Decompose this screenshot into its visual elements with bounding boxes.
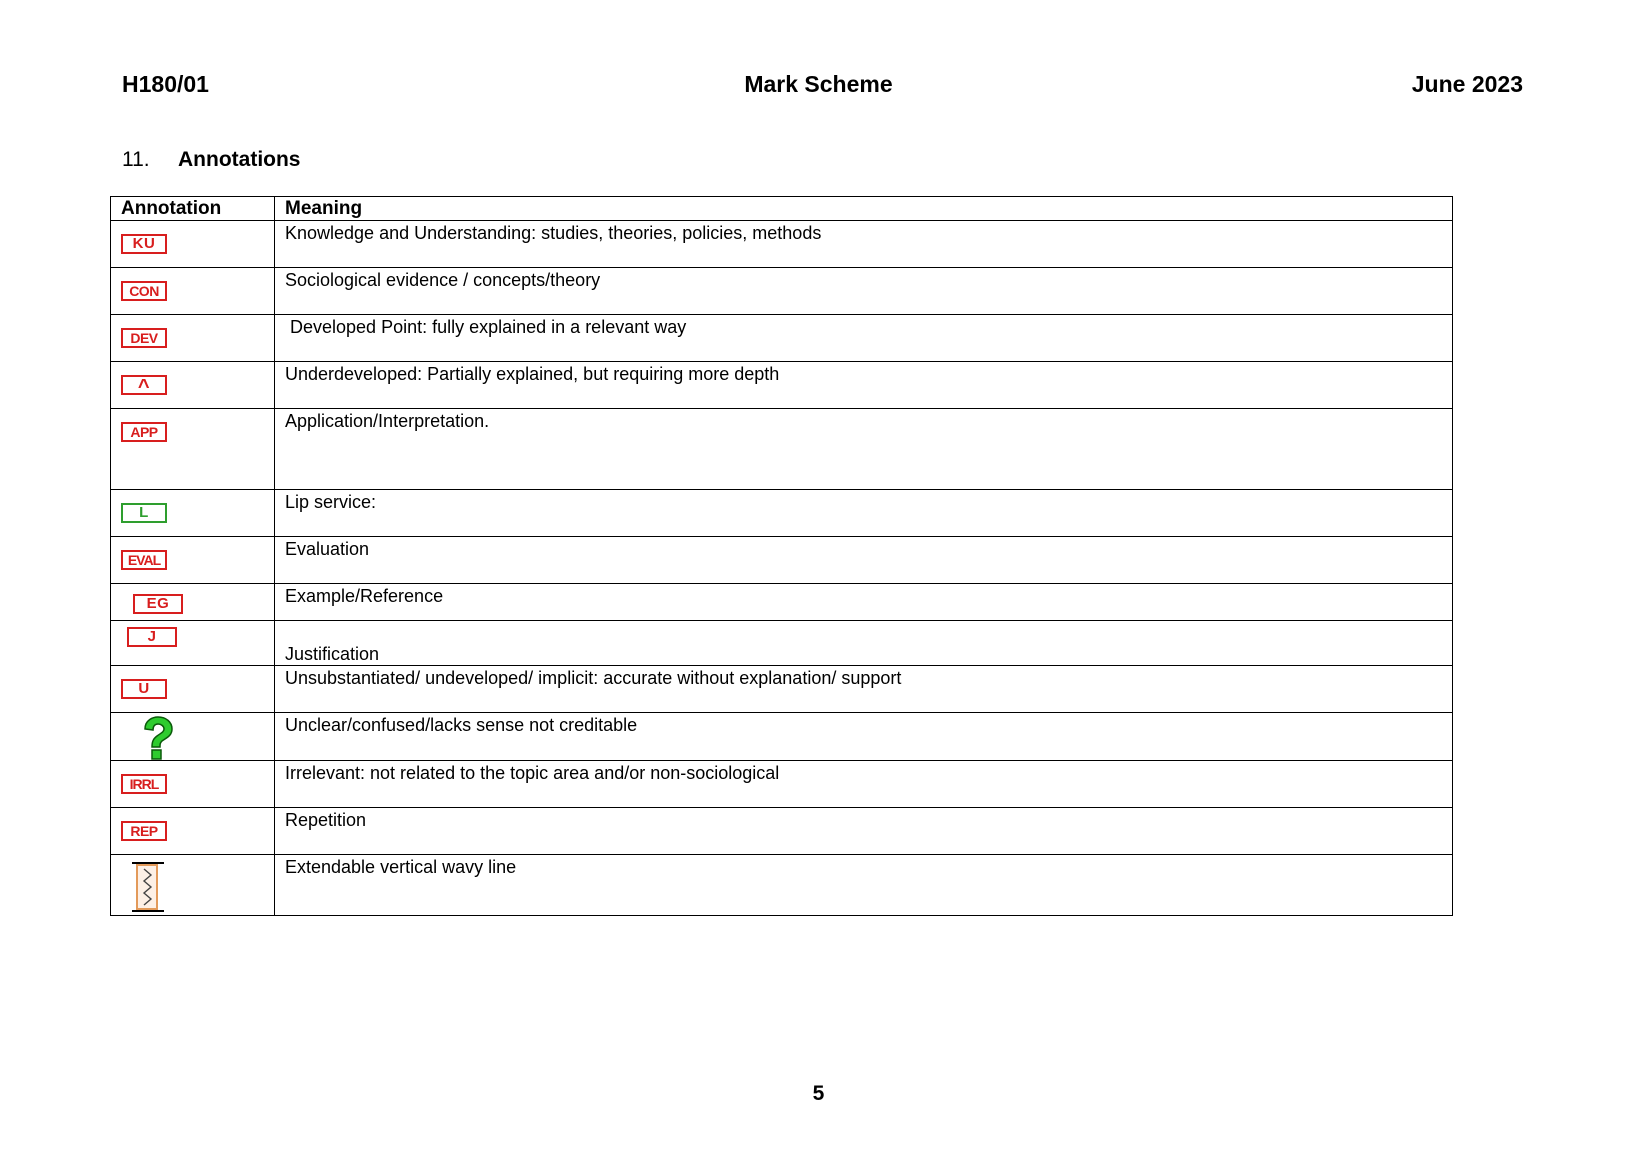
- j-annotation-icon: J: [127, 627, 177, 647]
- irrl-annotation-icon: IRRL: [121, 774, 167, 794]
- exam-date: June 2023: [1411, 71, 1523, 97]
- meaning-cell: Irrelevant: not related to the topic area and/or non-sociological: [275, 761, 1453, 808]
- meaning-cell: Unclear/confused/lacks sense not creditable: [275, 713, 1453, 761]
- table-row: [111, 584, 1453, 621]
- table-row: [111, 537, 1453, 584]
- meaning-cell: Developed Point: fully explained in a relevant way: [275, 315, 1453, 362]
- paper-code: H180/01: [122, 71, 209, 97]
- meaning-cell: Example/Reference: [275, 584, 1453, 621]
- column-header-annotation: Annotation: [111, 197, 275, 221]
- document-title: Mark Scheme: [744, 71, 893, 97]
- rep-annotation-icon: REP: [121, 821, 167, 841]
- caret-annotation-icon: ^: [121, 375, 167, 395]
- table-row: [111, 855, 1453, 916]
- table-row: [111, 221, 1453, 268]
- eg-annotation-icon: EG: [133, 594, 183, 614]
- meaning-cell: Sociological evidence / concepts/theory: [275, 268, 1453, 315]
- table-row: [111, 761, 1453, 808]
- meaning-cell: Underdeveloped: Partially explained, but requiring more depth: [275, 362, 1453, 409]
- section-label: Annotations: [178, 148, 301, 171]
- table-header-row: [111, 197, 1453, 221]
- question-mark-icon: [139, 716, 175, 760]
- table-row: [111, 315, 1453, 362]
- table-row: [111, 808, 1453, 855]
- meaning-cell: Repetition: [275, 808, 1453, 855]
- meaning-cell: Extendable vertical wavy line: [275, 855, 1453, 916]
- ku-annotation-icon: KU: [121, 234, 167, 254]
- page-number: 5: [812, 1082, 825, 1105]
- table-row: [111, 362, 1453, 409]
- section-heading: [122, 148, 300, 172]
- meaning-cell: Application/Interpretation.: [275, 409, 1453, 490]
- table-row: [111, 268, 1453, 315]
- table-row: [111, 409, 1453, 490]
- annotations-table: [110, 196, 1453, 916]
- l-annotation-icon: L: [121, 503, 167, 523]
- app-annotation-icon: APP: [121, 422, 167, 442]
- table-row: [111, 666, 1453, 713]
- meaning-cell: Evaluation: [275, 537, 1453, 584]
- table-row: [111, 621, 1453, 666]
- table-row: [111, 490, 1453, 537]
- wavy-line-icon: [131, 861, 165, 913]
- eval-annotation-icon: EVAL: [121, 550, 167, 570]
- meaning-cell: Justification: [275, 621, 1453, 666]
- column-header-meaning: Meaning: [275, 197, 1453, 221]
- meaning-cell: Unsubstantiated/ undeveloped/ implicit: accurate without explanation/ support: [275, 666, 1453, 713]
- table-row: [111, 713, 1453, 761]
- u-annotation-icon: U: [121, 679, 167, 699]
- meaning-cell: Lip service:: [275, 490, 1453, 537]
- section-number: 11.: [122, 148, 150, 171]
- dev-annotation-icon: DEV: [121, 328, 167, 348]
- meaning-cell: Knowledge and Understanding: studies, theories, policies, methods: [275, 221, 1453, 268]
- con-annotation-icon: CON: [121, 281, 167, 301]
